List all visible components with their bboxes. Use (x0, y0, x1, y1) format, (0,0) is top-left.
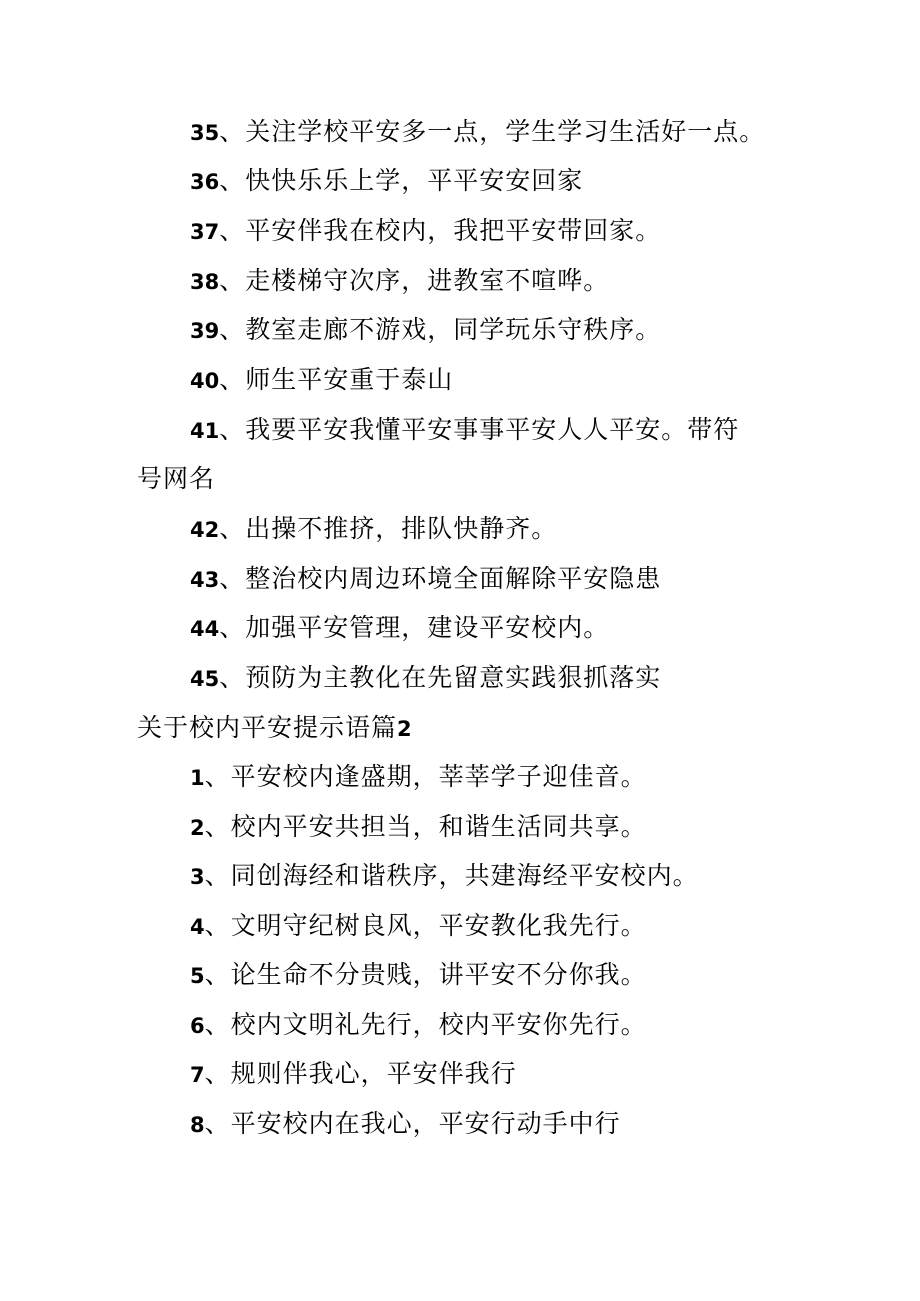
item-text: 、论生命不分贵贱，讲平安不分你我。 (204, 960, 647, 989)
slogan-line (190, 116, 765, 149)
slogan-line (190, 761, 647, 794)
item-number: 36 (190, 170, 220, 194)
item-text: 、平安校内在我心，平安行动手中行 (204, 1109, 621, 1138)
item-text: 、我要平安我懂平安事事平安人人平安。带符 (219, 415, 740, 444)
item-text: 、加强平安管理，建设平安校内。 (219, 613, 610, 642)
item-text: 、快快乐乐上学，平平安安回家 (219, 166, 584, 195)
item-number: 38 (190, 270, 220, 294)
slogan-line (190, 1009, 647, 1042)
slogan-line (190, 314, 661, 347)
slogan-line (190, 165, 583, 198)
slogan-line (190, 860, 699, 893)
item-number: 7 (190, 1063, 205, 1087)
slogan-line (190, 513, 557, 546)
heading-text: 关于校内平安提示语篇 (137, 713, 398, 742)
slogan-line (190, 215, 661, 248)
slogan-line (190, 910, 647, 943)
heading-number: 2 (397, 717, 412, 741)
slogan-line (190, 364, 453, 397)
item-number: 37 (190, 220, 220, 244)
item-number: 5 (190, 964, 205, 988)
item-number: 39 (190, 319, 220, 343)
slogan-line (190, 959, 647, 992)
item-text: 、关注学校平安多一点，学生学习生活好一点。 (219, 117, 766, 146)
slogan-line (190, 414, 739, 447)
item-number: 2 (190, 816, 205, 840)
slogan-line (190, 563, 661, 596)
slogan-line (190, 265, 609, 298)
item-number: 41 (190, 419, 220, 443)
item-text: 、整治校内周边环境全面解除平安隐患 (219, 564, 662, 593)
item-number: 1 (190, 766, 205, 790)
item-text: 、预防为主教化在先留意实践狠抓落实 (219, 663, 662, 692)
item-number: 42 (190, 518, 220, 542)
item-text: 、平安伴我在校内，我把平安带回家。 (219, 216, 662, 245)
item-number: 3 (190, 865, 205, 889)
item-number: 8 (190, 1113, 205, 1137)
slogan-line (190, 662, 661, 695)
slogan-continuation: 号网名 (137, 464, 216, 493)
item-text: 、出操不推挤，排队快静齐。 (219, 514, 558, 543)
section-heading (137, 712, 412, 745)
slogan-line (190, 612, 609, 645)
item-number: 6 (190, 1014, 205, 1038)
item-text: 、走楼梯守次序，进教室不喧哗。 (219, 266, 610, 295)
slogan-line (190, 811, 647, 844)
item-text: 、规则伴我心，平安伴我行 (204, 1059, 517, 1088)
item-number: 43 (190, 568, 220, 592)
slogan-line (190, 1108, 621, 1141)
item-text: 、同创海经和谐秩序，共建海经平安校内。 (204, 861, 699, 890)
item-text: 、校内文明礼先行，校内平安你先行。 (204, 1010, 647, 1039)
item-number: 40 (190, 369, 220, 393)
item-text: 、师生平安重于泰山 (219, 365, 454, 394)
item-text: 、校内平安共担当，和谐生活同共享。 (204, 812, 647, 841)
item-text: 、文明守纪树良风，平安教化我先行。 (204, 911, 647, 940)
item-number: 35 (190, 121, 220, 145)
item-number: 44 (190, 617, 220, 641)
item-number: 45 (190, 667, 220, 691)
item-text: 、教室走廊不游戏，同学玩乐守秩序。 (219, 315, 662, 344)
item-text: 、平安校内逢盛期，莘莘学子迎佳音。 (204, 762, 647, 791)
slogan-line (190, 1058, 517, 1091)
item-number: 4 (190, 915, 205, 939)
